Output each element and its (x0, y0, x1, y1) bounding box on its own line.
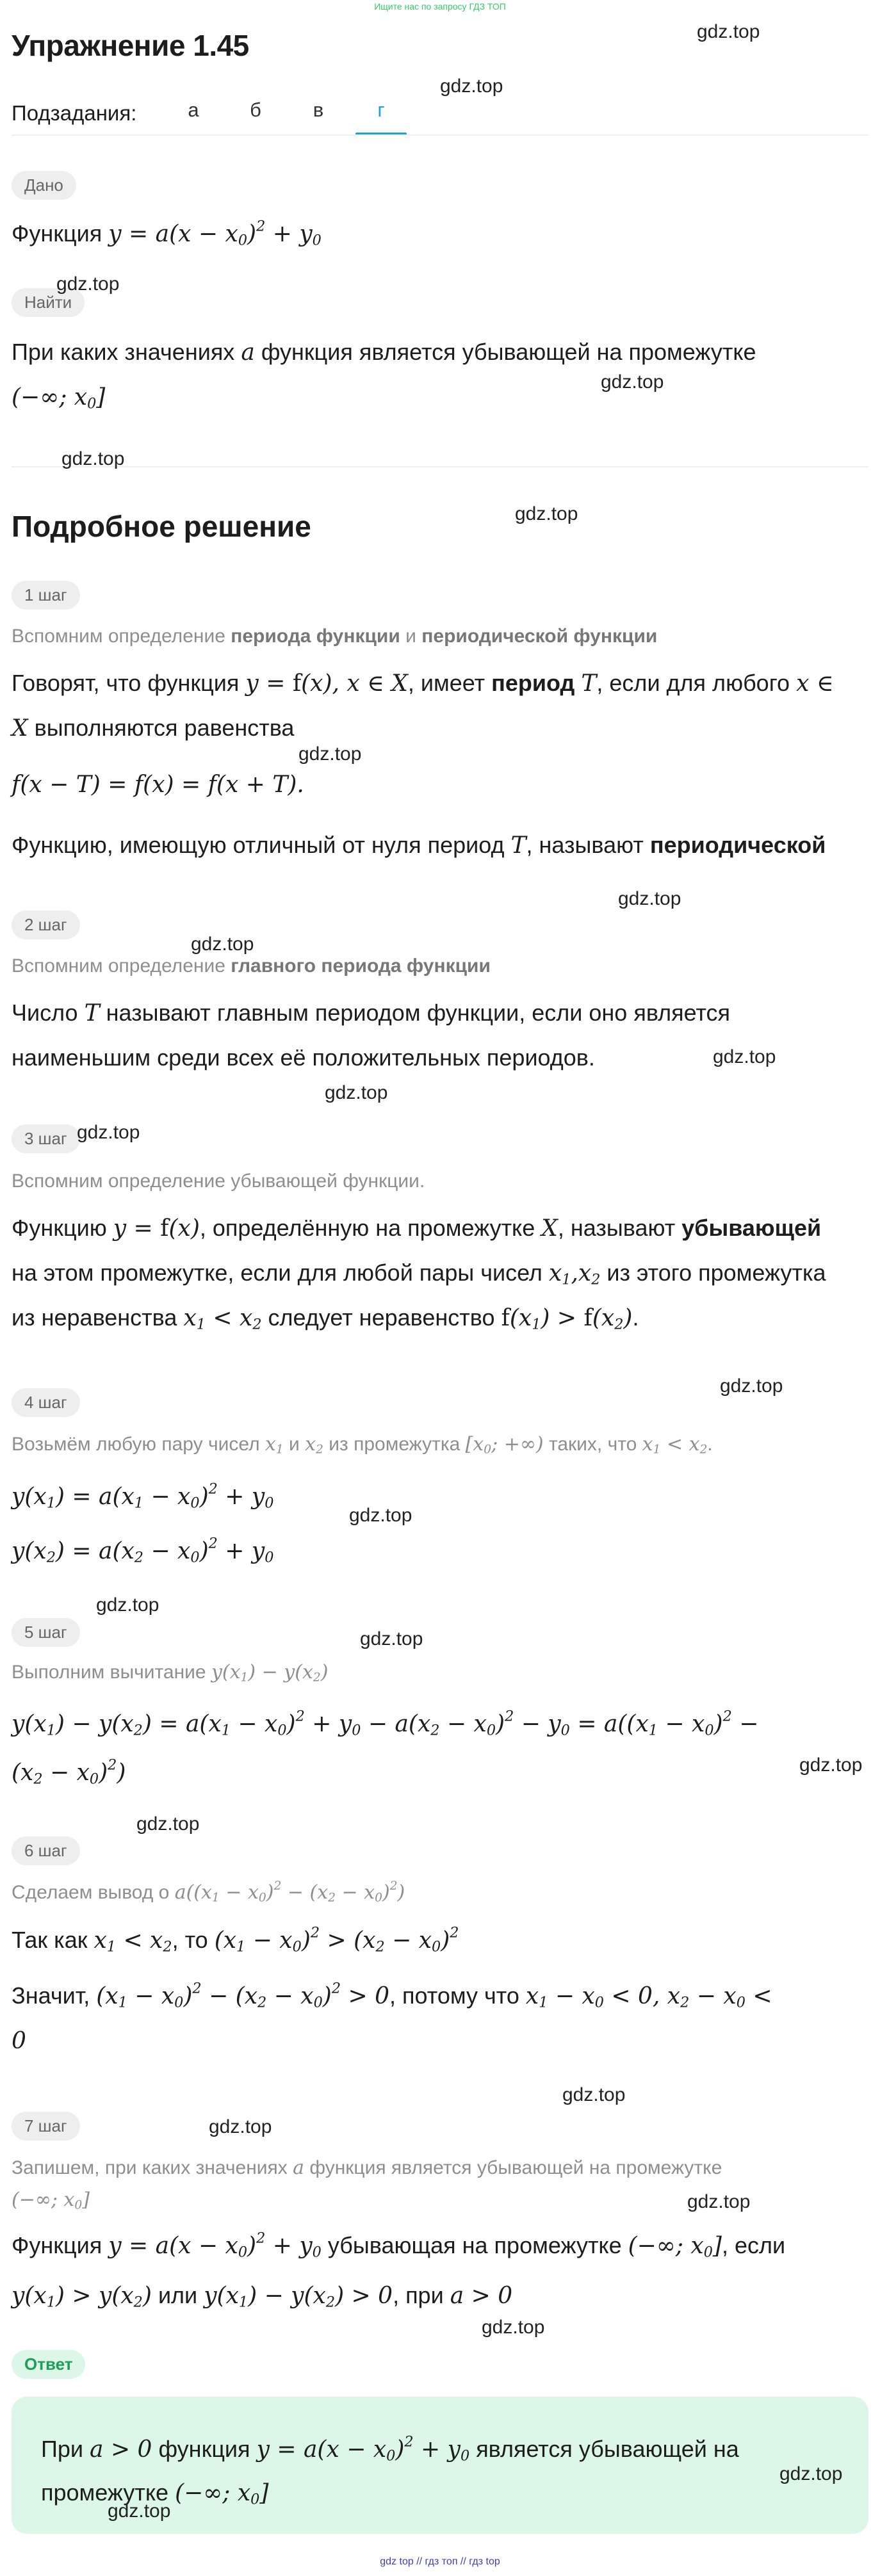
step-5-badge: 5 шаг (12, 1618, 80, 1647)
step-3-line-2: на этом промежутке, если для любой пары чисел $x_1,x_2$ из этого промежутка (12, 1260, 826, 1288)
find-badge: Найти (12, 288, 85, 317)
top-banner[interactable]: Ищите нас по запросу ГДЗ ТОП (374, 1, 506, 12)
answer-line-2: промежутке (−∞; $x_0$] (41, 2479, 269, 2508)
step-1-line-2: X выполняются равенства (12, 715, 295, 741)
step-7-line-2: $y(x_1) > y(x_2)$ или $y(x_1) - y(x_2) > 0$, при a > 0 (12, 2282, 513, 2311)
tab-g[interactable]: г (377, 99, 385, 121)
step-7-line-1: Функция $y = a(x - x_0)^2 + y_0$ убывающая на промежутке (−∞; $x_0$], если (12, 2230, 786, 2261)
watermark: gdz.top (325, 1082, 388, 1103)
watermark: gdz.top (61, 448, 125, 469)
step-6-hint: Сделаем вывод о $a((x_1 - x_0)^2 - (x_2 - x_0)^2)$ (12, 1879, 405, 1905)
footer-links[interactable]: gdz top // гдз топ // гдз top (380, 2556, 500, 2567)
find-interval: (−∞; $x_0$] (12, 384, 106, 412)
step-7-hint-1: Запишем, при каких значениях a функция является убывающей на промежутке (12, 2157, 722, 2179)
page-title: Упражнение 1.45 (12, 29, 249, 62)
watermark: gdz.top (349, 1505, 412, 1526)
step-6-line-2: Значит, $(x_1 - x_0)^2 - (x_2 - x_0)^2 > 0$, потому что $x_1 - x_0 < 0$, $x_2 - x_0$ < (12, 1980, 772, 2011)
step-7-hint-2: (−∞; $x_0$] (12, 2189, 90, 2212)
watermark: gdz.top (515, 503, 578, 524)
step-6-badge: 6 шаг (12, 1836, 80, 1865)
watermark: gdz.top (191, 934, 254, 955)
step-4-badge: 4 шаг (12, 1388, 80, 1417)
step-5-formula-2: $(x_2 - x_0)^2$) (12, 1756, 126, 1788)
step-6-line-3: 0 (12, 2028, 26, 2054)
watermark: gdz.top (108, 2500, 171, 2522)
watermark: gdz.top (482, 2317, 545, 2338)
step-1-hint: Вспомним определение периода функции и периодической функции (12, 626, 658, 647)
watermark: gdz.top (209, 2116, 272, 2137)
answer-badge: Ответ (12, 2350, 85, 2379)
step-4-formula-2: $y(x_2) = a(x_2 - x_0)^2 + y_0$ (12, 1535, 274, 1566)
tab-b[interactable]: б (250, 99, 261, 121)
watermark: gdz.top (77, 1122, 140, 1143)
step-4-hint: Возьмём любую пару чисел $x_1$ и $x_2$ из промежутка [$x_0$; +∞) таких, что $x_1 < x_2$. (12, 1433, 713, 1457)
solution-title: Подробное решение (12, 510, 311, 543)
given-formula: $y = a(x - x_0)^2 + y_0$ (108, 218, 322, 249)
divider (12, 466, 868, 467)
step-5-hint: Выполним вычитание $y(x_1) - y(x_2)$ (12, 1661, 329, 1685)
subtasks-label: Подзадания: (12, 101, 137, 125)
watermark: gdz.top (96, 1594, 159, 1616)
step-3-badge: 3 шаг (12, 1124, 80, 1153)
watermark: gdz.top (562, 2084, 626, 2105)
divider (12, 134, 868, 136)
find-text: При каких значениях a функция является убывающей на промежутке (12, 339, 756, 366)
watermark: gdz.top (440, 76, 503, 97)
step-2-badge: 2 шаг (12, 911, 80, 939)
step-1-badge: 1 шаг (12, 581, 80, 610)
tab-v[interactable]: в (313, 99, 324, 121)
step-1-formula: f(x − T) = f(x) = f(x + T). (12, 772, 304, 798)
watermark: gdz.top (298, 743, 362, 765)
step-3-line-3: из неравенства $x_1 < x_2$ следует неравенство $f(x_1) > f(x_2)$. (12, 1304, 639, 1333)
tab-a[interactable]: а (188, 99, 199, 121)
watermark: gdz.top (799, 1754, 863, 1776)
watermark: gdz.top (136, 1813, 200, 1835)
answer-line-1: При a > 0 функция $y = a(x - x_0)^2 + y_0$ является убывающей на (41, 2433, 739, 2465)
watermark: gdz.top (618, 888, 681, 909)
given-text: Функция $y = a(x - x_0)^2 + y_0$ (12, 218, 322, 249)
step-4-formula-1: $y(x_1) = a(x_1 - x_0)^2 + y_0$ (12, 1480, 274, 1512)
watermark: gdz.top (56, 273, 120, 295)
watermark: gdz.top (360, 1628, 423, 1649)
step-3-line-1: Функцию y = f(x), определённую на промежутке X, называют убывающей (12, 1215, 822, 1242)
step-1-line-1: Говорят, что функция y = f(x), x ∈ X, имеет период T, если для любого x ∈ (12, 670, 834, 697)
step-2-line-1: Число T называют главным периодом функции, если оно является (12, 1000, 731, 1026)
watermark: gdz.top (779, 2463, 843, 2484)
step-6-line-1: Так как $x_1 < x_2$, то $(x_1 - x_0)^2 > (x_2 - x_0)^2$ (12, 1924, 459, 1956)
watermark: gdz.top (687, 2191, 751, 2212)
watermark: gdz.top (713, 1046, 776, 1067)
step-3-hint: Вспомним определение убывающей функции. (12, 1171, 425, 1192)
step-7-badge: 7 шаг (12, 2112, 80, 2141)
step-5-formula-1: $y(x_1) - y(x_2) = a(x_1 - x_0)^2 + y_0 - a(x_2 - x_0)^2 - y_0 = a((x_1 - x_0)^2$ − (12, 1708, 759, 1739)
step-2-hint: Вспомним определение главного периода функции (12, 955, 491, 976)
watermark: gdz.top (720, 1375, 783, 1397)
step-2-line-2: наименьшим среди всех её положительных периодов. (12, 1044, 595, 1071)
given-badge: Дано (12, 171, 76, 200)
step-1-line-4: Функцию, имеющую отличный от нуля период T, называют периодической (12, 832, 826, 859)
watermark: gdz.top (697, 21, 760, 42)
watermark: gdz.top (601, 371, 664, 393)
